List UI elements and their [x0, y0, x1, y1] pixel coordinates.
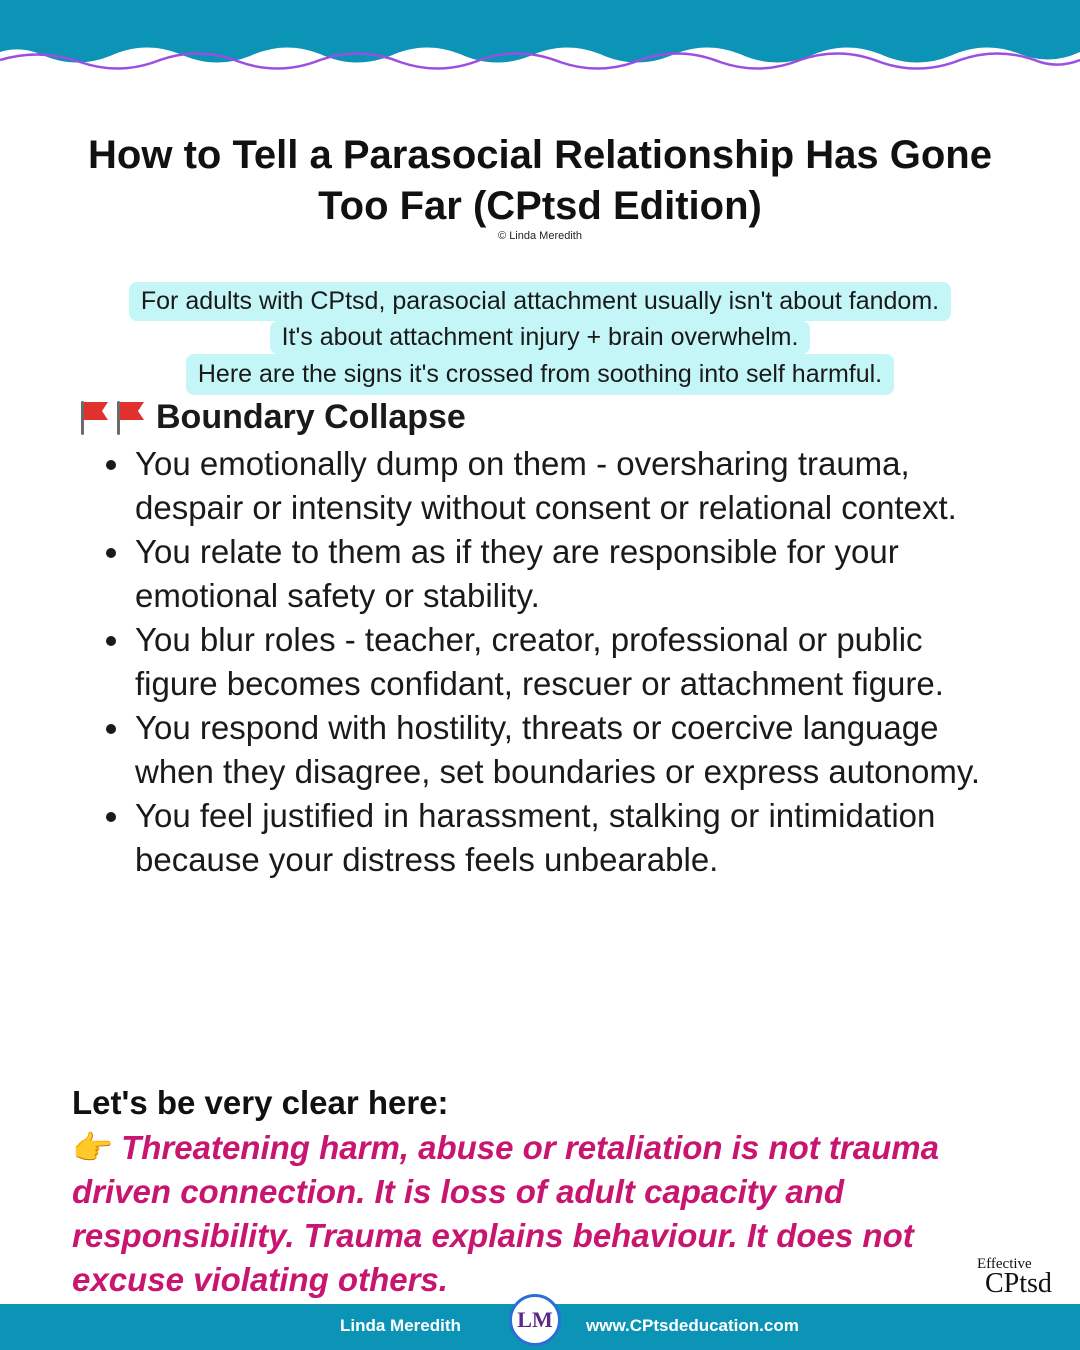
footer-author: Linda Meredith — [340, 1316, 461, 1335]
logo-main-text: CPtsd — [985, 1268, 1052, 1299]
closing-heading: Let's be very clear here: — [72, 1084, 449, 1121]
intro-line-1: For adults with CPtsd, parasocial attachment usually isn't about fandom. — [129, 282, 951, 321]
section-heading-text: Boundary Collapse — [156, 398, 466, 436]
top-wave-decoration — [0, 0, 1080, 80]
red-flag-icon — [78, 399, 148, 437]
section-heading — [78, 398, 466, 437]
copyright-notice: © Linda Meredith — [498, 230, 582, 242]
closing-statement — [72, 1126, 1022, 1302]
intro-line-2: It's about attachment injury + brain overwhelm. — [270, 321, 811, 354]
list-item: You respond with hostility, threats or coercive language when they disagree, set boundaries or express autonomy. — [100, 706, 990, 794]
list-item: You blur roles - teacher, creator, professional or public figure becomes confidant, rescuer or attachment figure. — [100, 618, 990, 706]
closing-statement-text: Threatening harm, abuse or retaliation is not trauma driven connection. It is loss of adult capacity and responsibility. Trauma explains behaviour. It does not excuse violating others. — [72, 1129, 939, 1298]
logo-top-text: Effective — [977, 1256, 1032, 1272]
author-monogram-badge: LM — [509, 1294, 561, 1346]
pointing-hand-icon: 👉 — [72, 1129, 114, 1166]
intro-block — [0, 282, 1080, 395]
list-item: You feel justified in harassment, stalking or intimidation because your distress feels unbearable. — [100, 794, 990, 882]
intro-line-3: Here are the signs it's crossed from soothing into self harmful. — [186, 354, 894, 395]
list-item: You relate to them as if they are responsible for your emotional safety or stability. — [100, 530, 990, 618]
list-item: You emotionally dump on them - oversharing trauma, despair or intensity without consent or relational context. — [100, 442, 990, 530]
page-title: How to Tell a Parasocial Relationship Has Gone Too Far (CPtsd Edition) — [88, 133, 992, 228]
footer-bar — [0, 1304, 1080, 1350]
footer-website-link[interactable]: www.CPtsdeducation.com — [586, 1316, 799, 1335]
bullet-list — [100, 442, 990, 882]
